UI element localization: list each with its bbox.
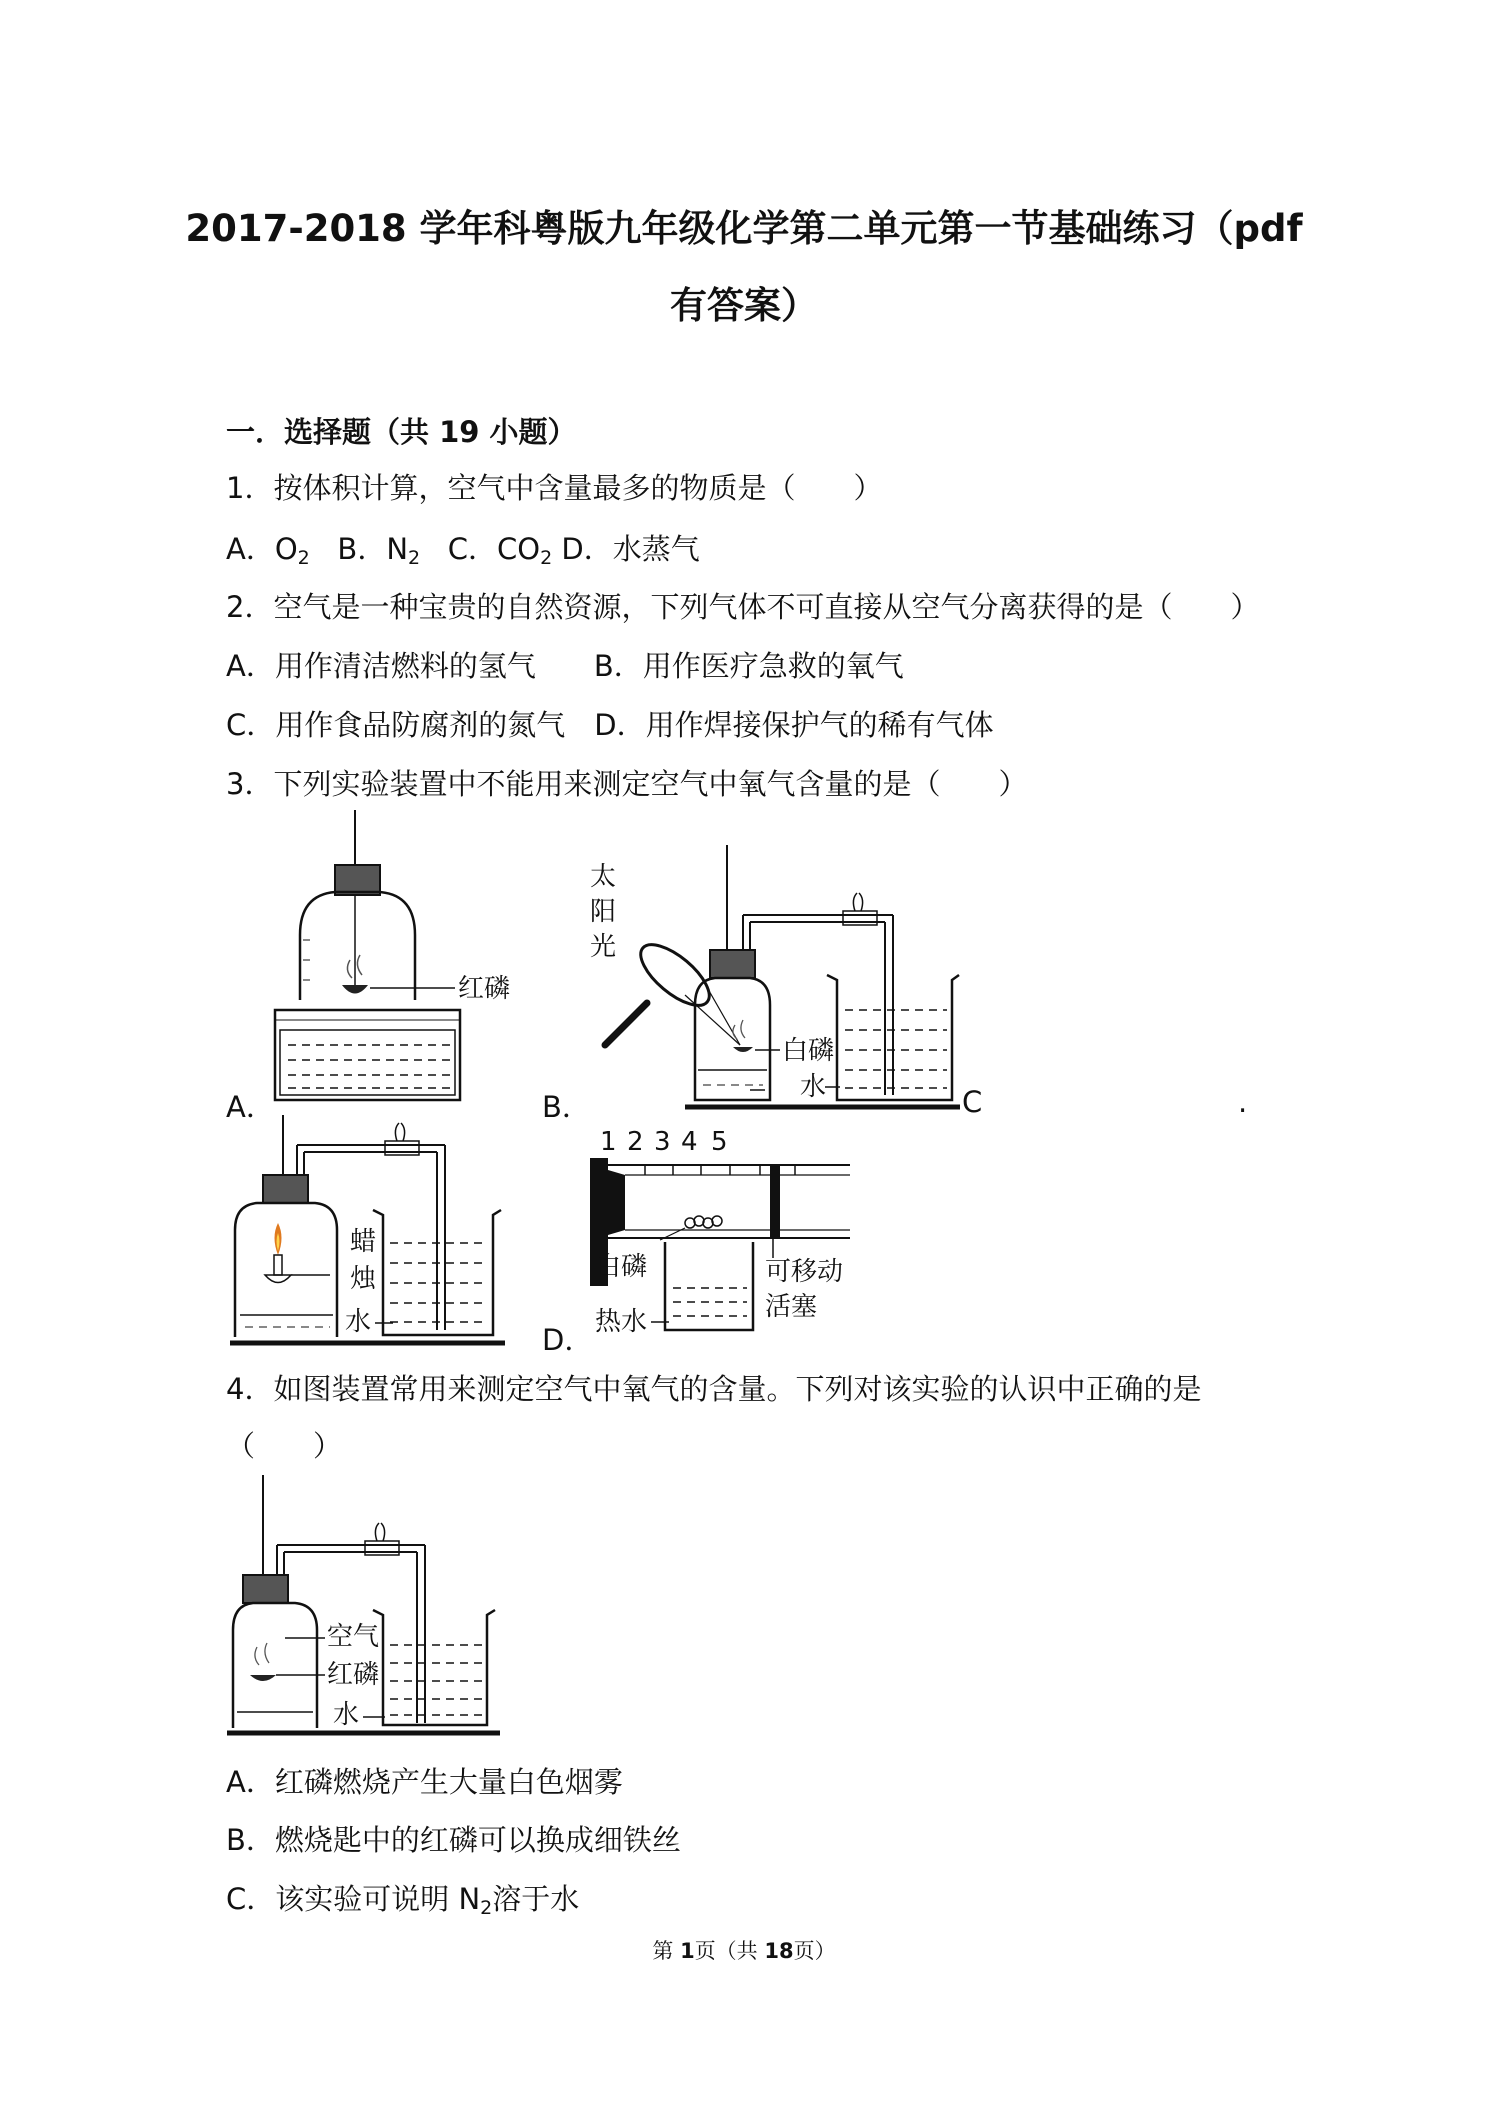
fig-b-sun-char-3: 光 [590, 932, 617, 962]
q2-stem: 2．空气是一种宝贵的自然资源，下列气体不可直接从空气分离获得的是（ ） [226, 590, 1260, 624]
doc-title-line2: 有答案） [670, 284, 818, 327]
fig-d-scale-4: 4 [681, 1127, 698, 1157]
q1-option-b: B．$N_2$ [337, 532, 421, 569]
q1-option-c: C．$CO_2$ [447, 532, 553, 569]
q3-option-a-label: A． [226, 1090, 275, 1124]
fig-d-scale-2: 2 [627, 1127, 644, 1157]
q4-figure [225, 1475, 505, 1740]
fig-d-scale-3: 3 [654, 1127, 671, 1157]
q4-option-c: C．该实验可说明 $N_2$溶于水 [226, 1882, 580, 1919]
q2-options-ab: A．用作清洁燃料的氢气 B．用作医疗急救的氧气 [226, 649, 904, 683]
fig-d-piston-label-2: 活塞 [765, 1292, 818, 1322]
q2-options-cd: C．用作食品防腐剂的氮气 D．用作焊接保护气的稀有气体 [226, 708, 994, 742]
q4-stem: 4．如图装置常用来测定空气中氧气的含量。下列对该实验的认识中正确的是 [226, 1372, 1202, 1406]
fig-d-white-phosphorus-label: 白磷 [595, 1252, 648, 1282]
fig-b-sun-char-2: 阳 [590, 897, 617, 927]
q1-option-d: D．水蒸气 [561, 532, 700, 566]
fig-d-scale-5: 5 [711, 1127, 728, 1157]
fig-b-white-phosphorus-label: 白磷 [782, 1036, 835, 1066]
fig-d-scale-1: 1 [600, 1127, 617, 1157]
fig-b-water-label: 水 [800, 1072, 827, 1102]
q3-stem: 3．下列实验装置中不能用来测定空气中氧气含量的是（ ） [226, 767, 1028, 801]
q3-figure-a [270, 810, 511, 1110]
fig-c-candle-char-2: 烛 [350, 1264, 377, 1294]
q4-fig-red-phosphorus-label: 红磷 [327, 1660, 380, 1690]
q3-option-d-label: D． [542, 1323, 594, 1357]
fig-c-candle-char-1: 蜡 [350, 1227, 377, 1257]
fig-c-water-label: 水 [345, 1307, 372, 1337]
q3-figure-c [225, 1115, 520, 1350]
q3-figure-d [585, 1120, 855, 1350]
fig-b-sun-char-1: 太 [590, 862, 617, 892]
q1-options [226, 527, 700, 569]
q4-option-b: B．燃烧匙中的红磷可以换成细铁丝 [226, 1823, 681, 1857]
fig-a-red-phosphorus-label: 红磷 [458, 974, 511, 1004]
page-footer: 第 1页（共 18页） [652, 1939, 836, 1963]
q3-option-c-label: C [962, 1085, 983, 1119]
page-number: 1 [680, 1939, 695, 1963]
fig-d-hot-water-label: 热水 [595, 1307, 648, 1337]
q1-option-a: A．$O_2$ [226, 532, 310, 569]
fig-d-piston-label-1: 可移动 [765, 1257, 844, 1287]
doc-title-line1: 2017-2018 学年科粤版九年级化学第二单元第一节基础练习（pdf [185, 207, 1303, 250]
q4-fig-air-label: 空气 [327, 1622, 380, 1652]
q4-fig-water-label: 水 [333, 1700, 360, 1730]
q3-dot: . [1238, 1085, 1248, 1119]
q3-figure-b [575, 845, 970, 1115]
section-heading: 一．选择题（共 19 小题） [226, 415, 577, 449]
q1-stem: 1．按体积计算，空气中含量最多的物质是（ ） [226, 471, 883, 505]
q4-stem-paren: （ ） [226, 1429, 343, 1463]
q3-option-b-label: B． [542, 1090, 591, 1124]
page-total: 18 [764, 1939, 794, 1963]
q4-option-a: A．红磷燃烧产生大量白色烟雾 [226, 1765, 623, 1799]
